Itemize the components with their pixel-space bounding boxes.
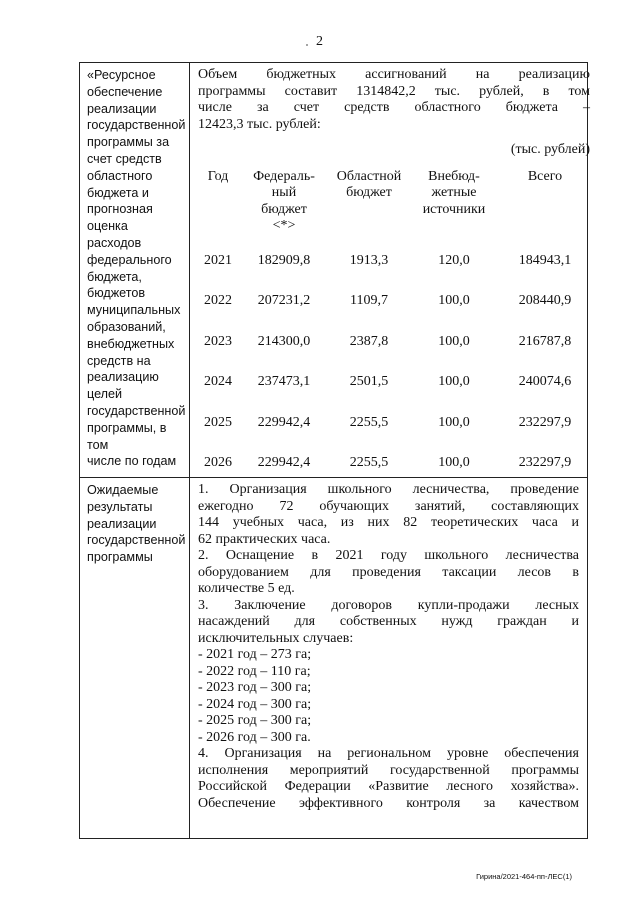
cell-total: 232297,9 [518,414,572,430]
label-line: средств на [87,353,151,368]
financing-header [198,169,590,235]
label-line: результаты [87,499,153,514]
table-row [198,241,590,282]
label-line: областного [87,168,153,183]
result-line: 1. Организация школьного лесничества, проведение [198,482,579,497]
col-header-line: <*> [272,218,296,233]
col-header-line: жетные [431,185,477,200]
resources-row [80,63,590,477]
scan-speck [306,44,308,46]
year-target: - 2022 год – 110 га; [198,663,311,679]
cell-regional: 2501,5 [349,374,389,389]
label-line: государственной [87,118,186,133]
cell-total: 184943,1 [518,252,572,268]
cell-regional: 2255,5 [349,414,389,430]
cell-extra: 100,0 [438,414,470,430]
result-line: количестве 5 ед. [198,581,295,596]
col-header-federal [238,169,330,235]
intro-line: программы составит 1314842,2 тыс. рублей, в том [198,83,590,99]
year-target: - 2021 год – 273 га; [198,647,312,662]
cell-extra: 100,0 [438,293,470,308]
label-line: реализации [87,101,157,116]
col-header-line: ный [271,185,297,200]
col-header-line: Федераль- [253,168,315,184]
result-line: исключительных случаев: [198,630,354,646]
label-line: образований, [87,319,166,334]
cell-year: 2025 [204,414,232,430]
cell-year: 2022 [204,293,232,308]
label-line: бюджетов [87,286,146,301]
cell-federal: 229942,4 [257,414,311,430]
results-label [80,478,190,838]
result-line: 3. Заключение договоров купли-продажи лесных [198,597,579,613]
table-row [198,281,590,322]
label-line: муниципальных [87,303,181,318]
label-line: оценка расходов [87,219,142,250]
cell-federal: 207231,2 [257,293,311,308]
label-line: государственной [87,403,186,418]
result-line: оборудованием для проведения таксации лесов в [198,564,579,580]
cell-year: 2023 [204,333,232,349]
col-header-line: Всего [527,168,563,184]
cell-total: 208440,9 [518,293,572,308]
label-line: внебюджетных [87,336,175,351]
document-code: Гирина/2021-464-пп-ЛЕС(1) [476,872,572,881]
cell-regional: 2387,8 [349,333,389,349]
intro-line: 12423,3 тыс. рублей: [198,116,321,132]
col-header-regional [330,169,408,235]
result-line: Российской Федерации «Развитие лесного хозяйства». [198,779,579,794]
col-header-line: Внебюд- [428,168,480,184]
passport-table [79,62,588,839]
year-target: - 2024 год – 300 га; [198,696,312,712]
col-header-line: бюджет [346,185,392,200]
financing-body [198,241,590,484]
year-target: - 2026 год – 300 га. [198,729,311,745]
cell-regional: 1913,3 [349,252,389,268]
label-line: государственной [87,533,186,548]
label-line: числе по годам [87,454,177,469]
year-target: - 2025 год – 300 га; [198,713,312,728]
cell-year: 2024 [204,374,232,389]
label-line: программы за [87,135,170,150]
cell-extra: 120,0 [438,252,470,268]
result-line: ежегодно 72 обучающих занятий, составляющих [198,498,579,514]
label-line: целей [87,387,123,402]
results-row [80,477,587,838]
result-line: 4. Организация на региональном уровне обеспечения [198,746,579,761]
cell-federal: 214300,0 [257,333,311,349]
col-header-year [198,169,238,235]
cell-total: 240074,6 [518,374,572,389]
result-line: насаждений для собственных нужд граждан и [198,614,579,629]
table-row [198,322,590,363]
label-line: программы, в том [87,420,167,452]
label-line: бюджета, [87,269,142,284]
resources-label [80,63,190,477]
col-header-extra [408,169,500,235]
label-line: «Ресурсное [87,68,156,82]
label-line: бюджета и [87,185,149,200]
cell-year: 2021 [204,252,232,268]
cell-extra: 100,0 [438,333,470,349]
result-line: 2. Оснащение в 2021 году школьного лесничества [198,548,579,563]
table-row [198,362,590,403]
page-number: 2 [316,34,323,49]
col-header-line: Год [207,168,229,184]
unit-label: (тыс. рублей) [510,142,590,157]
cell-regional: 1109,7 [350,293,388,308]
cell-federal: 237473,1 [257,374,311,389]
cell-extra: 100,0 [438,374,470,389]
cell-extra: 100,0 [438,455,470,470]
cell-total: 216787,8 [518,333,572,349]
cell-year: 2026 [204,455,232,470]
result-line: исполнения мероприятий государственной программы [198,762,579,778]
cell-total: 232297,9 [518,455,572,470]
table-row [198,403,590,444]
result-line: 144 учебных часа, из них 82 теоретических часа и [198,515,579,530]
result-line: 62 практических часа. [198,531,331,547]
results-content [190,478,587,838]
resources-content [190,63,598,477]
label-line: прогнозная [87,202,153,217]
col-header-line: источники [422,201,486,217]
label-line: обеспечение [87,84,163,99]
col-header-line: бюджет [261,201,307,217]
col-header-total [500,169,590,235]
intro-line: числе за счет средств областного бюджета – [198,100,590,115]
cell-federal: 182909,8 [257,252,311,268]
result-line: Обеспечение эффективного контроля за качеством [198,795,579,811]
label-line: Ожидаемые [87,483,159,497]
label-line: программы [87,550,153,565]
year-target: - 2023 год – 300 га; [198,680,312,695]
label-line: счет средств [87,151,162,166]
label-line: реализацию [87,370,159,385]
intro-line: Объем бюджетных ассигнований на реализацию [198,67,590,82]
col-header-line: Областной [336,168,402,184]
cell-regional: 2255,5 [349,455,389,470]
label-line: реализации [87,516,157,531]
label-line: федерального [87,252,172,267]
cell-federal: 229942,4 [257,455,311,470]
